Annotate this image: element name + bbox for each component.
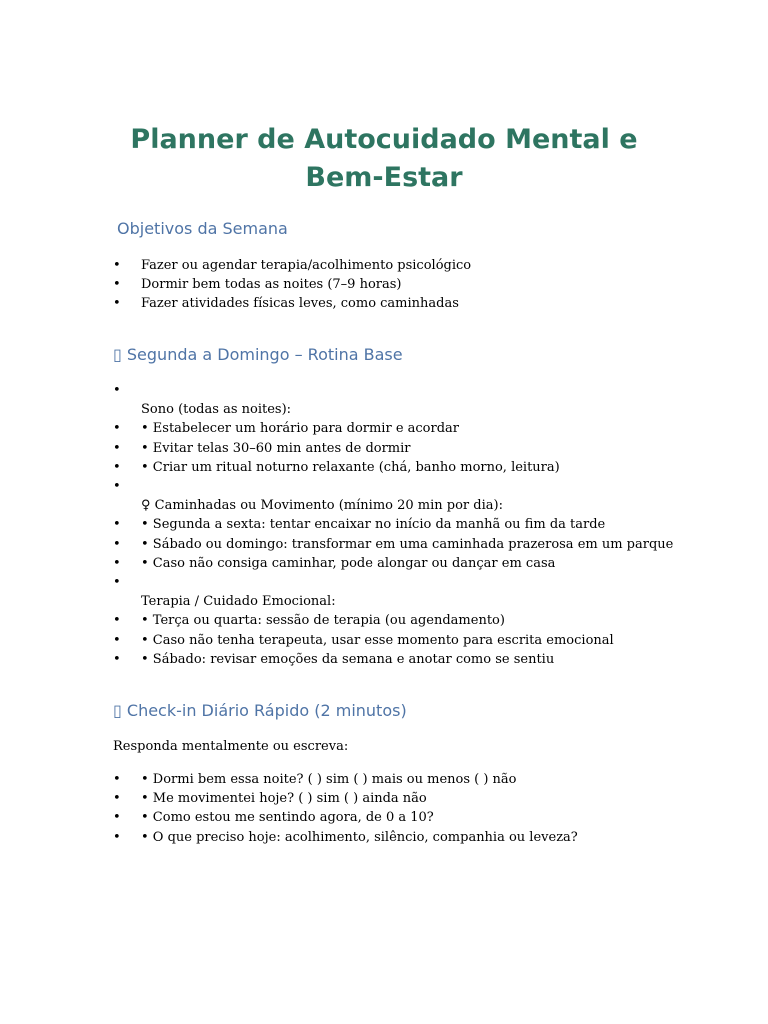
list-item (113, 631, 733, 650)
bullet-marker: • (113, 296, 121, 312)
list-item-text: • Sábado ou domingo: transformar em uma caminhada prazerosa em um parque (141, 536, 674, 552)
bullet-marker: • (113, 829, 121, 845)
bullet-marker: • (113, 791, 121, 807)
bullet-marker: • (113, 575, 121, 590)
checkin-list (113, 770, 733, 847)
list-item (113, 439, 733, 458)
list-item-text: • Caso não consiga caminhar, pode alongar ou dançar em casa (141, 555, 556, 571)
bullet-marker: • (113, 383, 121, 398)
list-item (113, 275, 733, 294)
bullet-marker: • (113, 555, 121, 571)
list-item (113, 477, 733, 496)
checkin-heading: ▯ Check-in Diário Rápido (2 minutos) (113, 701, 407, 720)
list-item-text: Dormir bem todas as noites (7–9 horas) (141, 277, 402, 293)
list-item-text: • Me movimentei hoje? ( ) sim ( ) ainda não (141, 791, 427, 807)
list-item-text: ♀ Caminhadas ou Movimento (mínimo 20 min por dia): (141, 498, 503, 514)
list-item (113, 808, 733, 827)
routine-heading: ▯ Segunda a Domingo – Rotina Base (113, 345, 403, 364)
list-item (113, 496, 733, 515)
list-item (113, 256, 733, 275)
list-item (113, 611, 733, 630)
list-item (113, 573, 733, 592)
list-item (113, 400, 733, 419)
bullet-marker: • (113, 459, 121, 475)
objectives-list (113, 256, 733, 314)
list-item (113, 535, 733, 554)
list-item (113, 294, 733, 313)
list-item-text: Sono (todas as noites): (141, 402, 292, 418)
bullet-marker: • (113, 536, 121, 552)
list-item-text: Terapia / Cuidado Emocional: (141, 594, 336, 610)
bullet-marker: • (113, 421, 121, 437)
list-item (113, 419, 733, 438)
bullet-marker: • (113, 632, 121, 648)
list-item-text: • Criar um ritual noturno relaxante (chá, banho morno, leitura) (141, 459, 560, 475)
checkin-intro: Responda mentalmente ou escreva: (113, 739, 349, 754)
list-item-text: • Estabelecer um horário para dormir e acordar (141, 421, 459, 437)
list-item (113, 592, 733, 611)
list-item-text: • Dormi bem essa noite? ( ) sim ( ) mais ou menos ( ) não (141, 772, 517, 787)
list-item (113, 554, 733, 573)
bullet-marker: • (113, 440, 121, 456)
list-item (113, 789, 733, 808)
list-item-text: Fazer atividades físicas leves, como caminhadas (141, 296, 459, 312)
bullet-marker: • (113, 479, 121, 494)
list-item-text: • Caso não tenha terapeuta, usar esse momento para escrita emocional (141, 632, 614, 648)
routine-list (113, 381, 733, 669)
list-item (113, 381, 733, 400)
title-line-1: Planner de Autocuidado Mental e (130, 124, 638, 155)
list-item-text: • Terça ou quarta: sessão de terapia (ou agendamento) (141, 613, 505, 629)
list-item (113, 458, 733, 477)
list-item (113, 515, 733, 534)
list-item-text: • Evitar telas 30–60 min antes de dormir (141, 440, 411, 456)
list-item (113, 650, 733, 669)
list-item-text: • Sábado: revisar emoções da semana e anotar como se sentiu (141, 651, 555, 667)
list-item-text: Fazer ou agendar terapia/acolhimento psicológico (141, 258, 472, 273)
title-line-2: Bem-Estar (305, 162, 463, 193)
bullet-marker: • (113, 772, 121, 787)
bullet-marker: • (113, 277, 121, 293)
bullet-marker: • (113, 810, 121, 826)
list-item (113, 770, 733, 789)
objectives-heading: Objetivos da Semana (117, 219, 288, 238)
document-title (0, 121, 768, 197)
list-item (113, 828, 733, 847)
bullet-marker: • (113, 613, 121, 629)
bullet-marker: • (113, 258, 121, 273)
list-item-text: • O que preciso hoje: acolhimento, silêncio, companhia ou leveza? (141, 829, 578, 845)
bullet-marker: • (113, 651, 121, 667)
list-item-text: • Como estou me sentindo agora, de 0 a 10? (141, 810, 434, 826)
list-item-text: • Segunda a sexta: tentar encaixar no início da manhã ou fim da tarde (141, 517, 606, 533)
bullet-marker: • (113, 517, 121, 533)
